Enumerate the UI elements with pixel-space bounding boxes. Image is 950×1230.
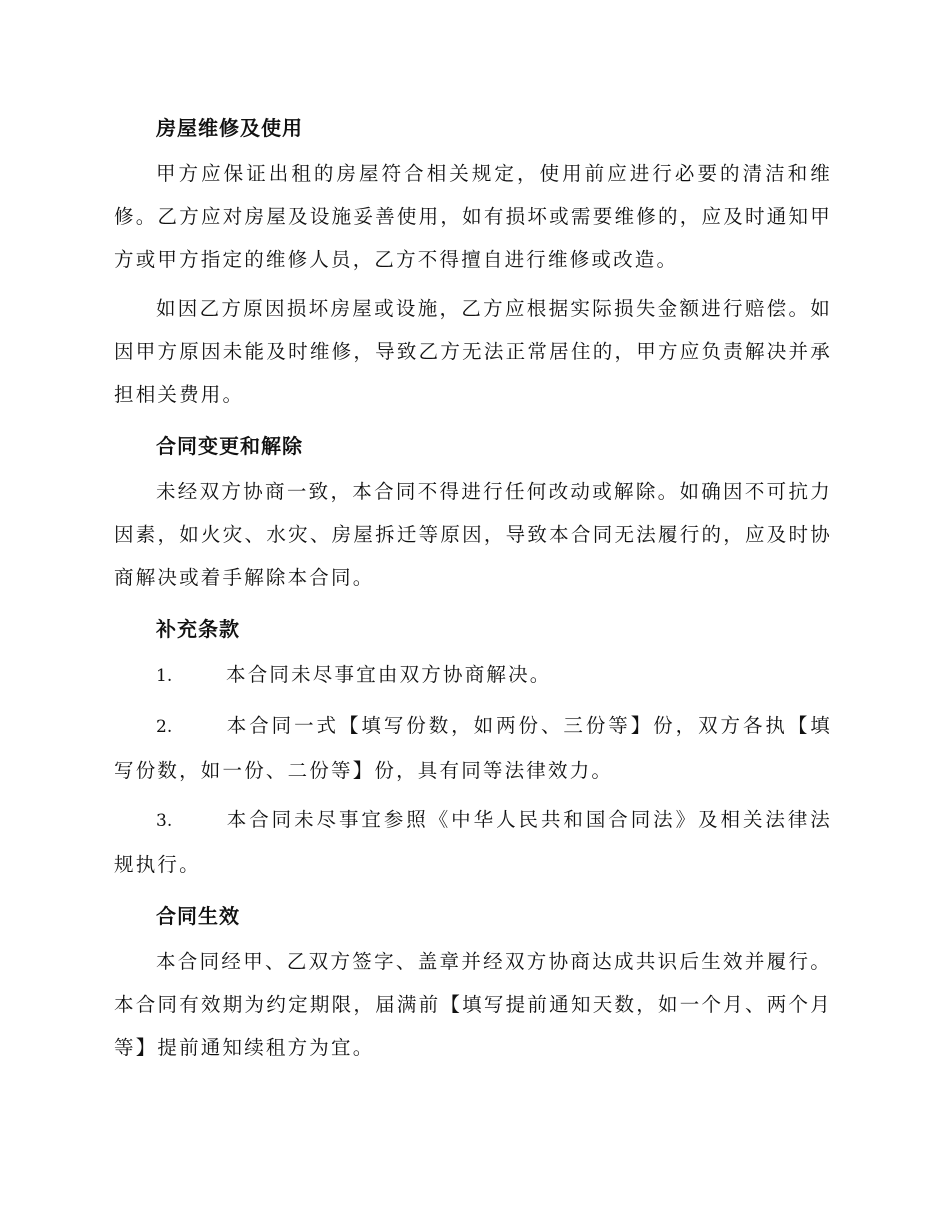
list-item xyxy=(114,704,832,792)
section-heading-supplementary: 补充条款 xyxy=(156,617,240,641)
list-item xyxy=(114,798,832,886)
list-item-text: 本合同一式【填写份数，如两份、三份等】份，双方各执【填写份数，如一份、二份等】份，具有同等法律效力。 xyxy=(114,714,832,782)
section-heading-repair: 房屋维修及使用 xyxy=(156,116,303,140)
section-heading-change-termination: 合同变更和解除 xyxy=(156,434,303,458)
paragraph: 如因乙方原因损坏房屋或设施，乙方应根据实际损失金额进行赔偿。如因甲方原因未能及时维修，导致乙方无法正常居住的，甲方应负责解决并承担相关费用。 xyxy=(114,297,832,406)
section-heading-effectiveness: 合同生效 xyxy=(156,904,240,928)
paragraph: 本合同经甲、乙双方签字、盖章并经双方协商达成共识后生效并履行。本合同有效期为约定期限，届满前【填写提前通知天数，如一个月、两个月等】提前通知续租方为宜。 xyxy=(114,950,832,1059)
list-item-text: 本合同未尽事宜由双方协商解决。 xyxy=(226,663,552,686)
paragraph: 甲方应保证出租的房屋符合相关规定，使用前应进行必要的清洁和维修。乙方应对房屋及设施妥善使用，如有损坏或需要维修的，应及时通知甲方或甲方指定的维修人员，乙方不得擅自进行维修或改造。 xyxy=(114,162,832,271)
list-item-number: 1. xyxy=(156,666,173,686)
list-item-text: 本合同未尽事宜参照《中华人民共和国合同法》及相关法律法规执行。 xyxy=(114,808,832,876)
list-item xyxy=(114,653,832,698)
paragraph: 未经双方协商一致，本合同不得进行任何改动或解除。如确因不可抗力因素，如火灾、水灾、房屋拆迁等原因，导致本合同无法履行的，应及时协商解决或着手解除本合同。 xyxy=(114,480,832,589)
list-item-number: 3. xyxy=(156,811,173,831)
list-item-number: 2. xyxy=(156,717,173,737)
